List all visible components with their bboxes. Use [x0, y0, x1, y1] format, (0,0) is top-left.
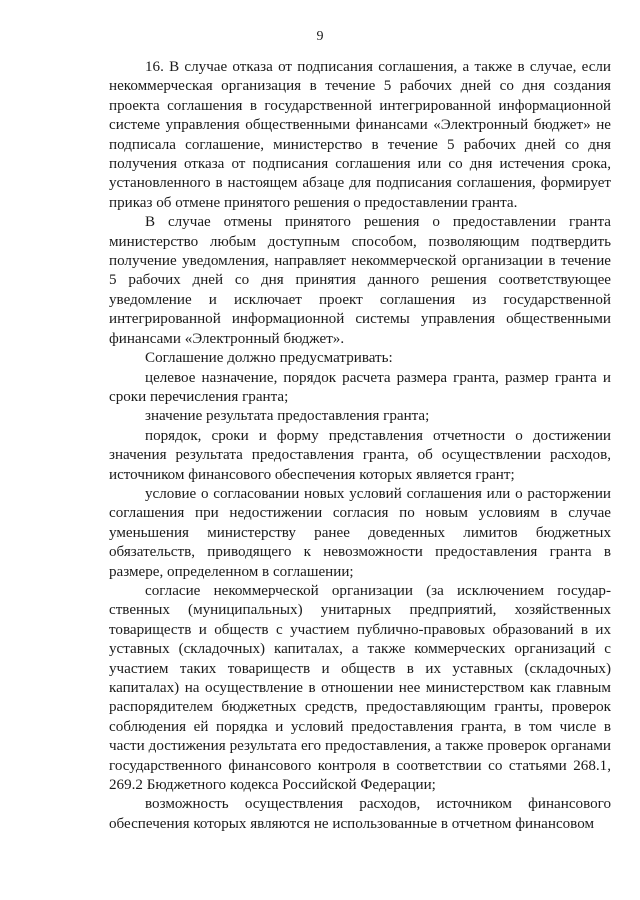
paragraph-agreement-provisions-intro: Соглашение должно предусматривать:	[145, 350, 393, 367]
paragraph-target-purpose: целевое назначение, порядок расчета размера гранта, размер гранта и сроки перечисления гранта;	[109, 369, 611, 405]
paragraph-consent-to-checks: согласие некоммерческой организации (за исключением государственных (муниципальных) унитарных предприятий, хозяйственных товариществ и обществ с участием публично-правовых образований в их уставных (складочных) капиталах, а также коммерческих организаций с участием таких товариществ и обществ в их уставных (складочных) капиталах) на осуществление в отношении нее министерством как главным распорядителем бюджетных средств, предоставляющим гранты, проверок соблюдения ей порядка и условий предоставления гранта, в том числе в части достижения результата его предоставления, а также проверок органами государственного финансового контроля в соответствии со статьями 268.1, 269.2 Бюджетного кодекса Российской Федерации;	[109, 582, 611, 794]
paragraph-new-conditions: условие о согласовании новых условий соглашения или о расторжении соглашения при недостижении согласия по новым условиям в случае уменьшения министерству ранее доведенных лимитов бюджетных обязательств, приводящего к невозможности предоставления гранта в размере, определенном в соглашении;	[109, 485, 611, 580]
paragraph-cancellation-notice: В случае отмены принятого решения о предоставлении гранта министерство любым доступным способом, позволяющим подтвердить получение уведомления, направляет некоммерческой организации в течение 5 рабочих дней со дня принятия данного решения соответствующее уведомление и исключает проект соглашения из государственной интегрированной информационной системы управления общественными финансами «Электронный бюджет».	[109, 214, 611, 347]
page-number: 9	[316, 29, 324, 44]
document-body	[109, 58, 611, 834]
paragraph-unused-funds: возможность осуществления расходов, источником финансового обеспечения которых являются не использованные в отчетном финансовом	[109, 796, 611, 832]
paragraph-cancellation-refusal: 16. В случае отказа от подписания соглашения, а также в случае, если некоммерческая организация в течение 5 рабочих дней со дня создания проекта соглашения в государственной интегрированной информационной системе управления общественными финансами «Электронный бюджет» не подписала соглашение, министерство в течение 5 рабочих дней со дня получения отказа от подписания соглашения или со дня истечения срока, установленного в настоящем абзаце для подписания соглашения, формирует приказ об отмене принятого решения о предоставлении гранта.	[109, 59, 611, 211]
paragraph-reporting-order: порядок, сроки и форму представления отчетности о достижении значения результата предоставления гранта, об осуществлении расходов, источником финансового обеспечения которых является грант;	[109, 427, 611, 483]
paragraph-result-value: значение результата предоставления гранта;	[145, 408, 430, 425]
